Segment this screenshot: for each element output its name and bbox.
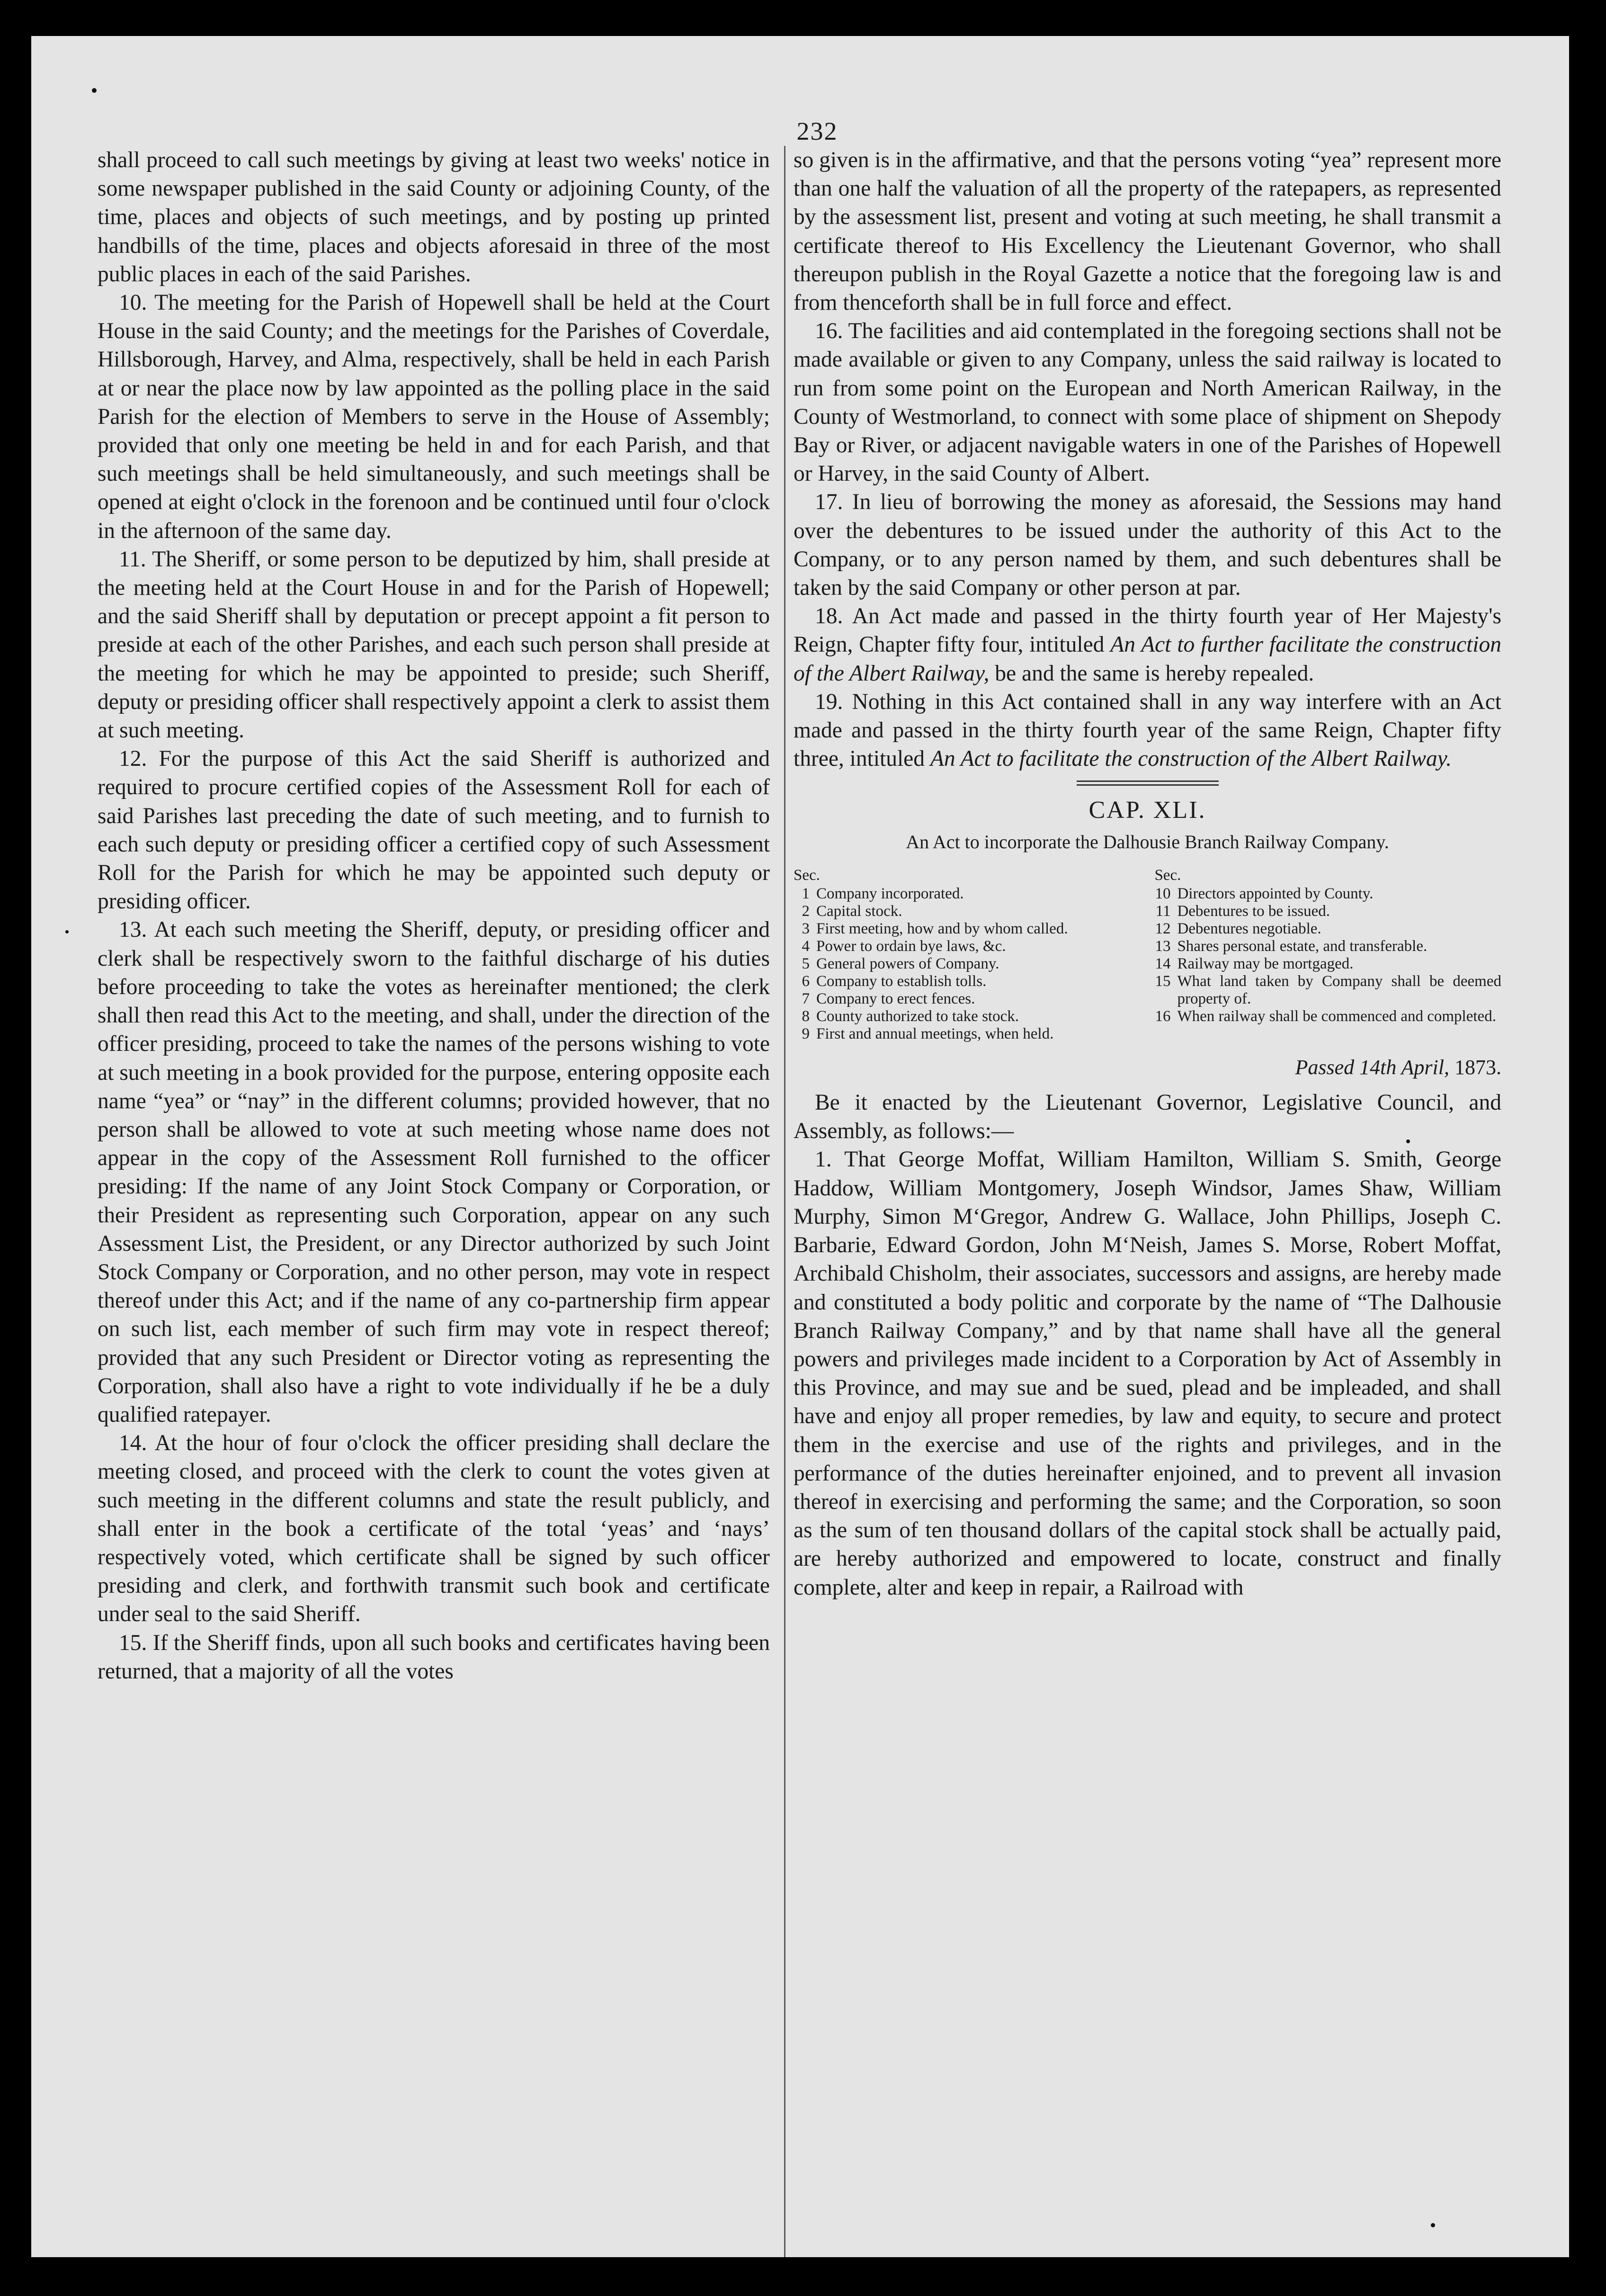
- section-15: 15. If the Sheriff finds, upon all such books and certificates having been returned, that a majority of all the votes: [98, 1630, 770, 1684]
- section-14: 14. At the hour of four o'clock the officer presiding shall declare the meeting closed, and proceed with the clerk to count the votes given at such meeting in the different columns and state the result publicly, and shall enter in the book a certificate of the total ‘yeas’ and ‘nays’ respectively voted, which certificate shall be signed by such officer presiding and clerk, and forthwith transmit such book and certificate under seal to the said Sheriff.: [98, 1431, 770, 1627]
- section-index-title: General powers of Company.: [816, 955, 999, 972]
- section-index-item: [794, 938, 1141, 955]
- section-17: 17. In lieu of borrowing the money as aforesaid, the Sessions may hand over the debentures to be issued under the authority of this Act to the Company, or to any person named by them, and such debentures shall be taken by the said Company or other person at par.: [794, 490, 1501, 601]
- double-rule-divider: [1077, 780, 1219, 786]
- section-index-heading: Sec.: [794, 866, 820, 884]
- section-index-item: [794, 920, 1141, 938]
- scan-speck: [92, 88, 97, 93]
- section-index-number: 4: [802, 937, 810, 955]
- section-index-number: 15: [1155, 972, 1171, 990]
- section-index-title: Debentures negotiable.: [1177, 920, 1321, 937]
- section-index-item: [1154, 938, 1501, 955]
- section-index-title: Capital stock.: [816, 902, 902, 920]
- section-index-item: [794, 973, 1141, 990]
- section-19: [794, 688, 1501, 773]
- left-column: [98, 146, 770, 1686]
- section-index-title: First meeting, how and by whom called.: [816, 920, 1068, 937]
- section-index-item: [794, 903, 1141, 920]
- section-index-number: 16: [1155, 1007, 1171, 1025]
- section-index-item: [794, 990, 1141, 1008]
- section-19-text: 19. Nothing in this Act contained shall in any way interfere with an Act made and passed in the thirty fourth year of the same Reign, Chapter fifty three, intituled: [794, 689, 1501, 771]
- section-index-title: First and annual meetings, when held.: [816, 1025, 1054, 1042]
- passed-label: Passed 14th April,: [1295, 1055, 1449, 1079]
- passed-year: 1873.: [1454, 1055, 1501, 1079]
- section-18-act-title: An Act to further facilitate the construction of the Albert Railway,: [794, 632, 1502, 686]
- section-index-item: [794, 955, 1141, 973]
- section-18: [794, 602, 1501, 688]
- section-10: 10. The meeting for the Parish of Hopewell shall be held at the Court House in the said County; and the meetings for the Parishes of Coverdale, Hillsborough, Harvey, and Alma, respectively, shall be held in each Parish at or near the place now by law appointed as the polling place in the said Parish for the election of Members to serve in the House of Assembly; provided that only one meeting be held in and for each Parish, and that such meetings shall be held simultaneously, and such meetings shall be opened at eight o'clock in the forenoon and be continued until four o'clock in the afternoon of the same day.: [98, 290, 770, 543]
- section-index-title: Debentures to be issued.: [1177, 902, 1330, 920]
- section-index: [794, 867, 1501, 1043]
- section-index-title: Company incorporated.: [816, 885, 964, 902]
- section-index-number: 2: [802, 902, 810, 920]
- section-index-right: [1154, 867, 1501, 1043]
- enacting-clause: Be it enacted by the Lieutenant Governor, Legislative Council, and Assembly, as follows:—: [794, 1090, 1501, 1144]
- section-index-number: 9: [802, 1025, 810, 1042]
- passed-date: [794, 1053, 1501, 1082]
- section-index-title: When railway shall be commenced and completed.: [1177, 1007, 1496, 1025]
- section-index-number: 6: [802, 972, 810, 990]
- section-index-title: Shares personal estate, and transferable.: [1177, 937, 1428, 955]
- section-19-act-title: An Act to facilitate the construction of the Albert Railway.: [930, 746, 1452, 771]
- section-15-continuation: so given is in the affirmative, and that the persons voting “yea” represent more than one half the valuation of all the property of the ratepapers, as represented by the assessment list, present and voting at such meeting, he shall transmit a certificate thereof to His Excellency the Lieutenant Governor, who shall thereupon publish in the Royal Gazette a notice that the foregoing law is and from thenceforth shall be in full force and effect.: [794, 148, 1501, 315]
- section-index-title: County authorized to take stock.: [816, 1007, 1019, 1025]
- document-page: [31, 36, 1569, 2257]
- right-column: [794, 146, 1501, 1602]
- section-index-title: Directors appointed by County.: [1177, 885, 1374, 902]
- scan-speck: [1406, 1139, 1410, 1143]
- section-index-heading: Sec.: [1154, 866, 1181, 884]
- section-index-number: 14: [1155, 955, 1171, 972]
- section-index-number: 13: [1155, 937, 1171, 955]
- page-number: 232: [796, 117, 838, 145]
- section-index-number: 11: [1155, 902, 1171, 920]
- section-index-title: Company to establish tolls.: [816, 972, 987, 990]
- section-index-item: [794, 1008, 1141, 1025]
- section-index-number: 1: [802, 885, 810, 902]
- chapter-subtitle: An Act to incorporate the Dalhousie Branch Railway Company.: [906, 831, 1389, 852]
- section-13: 13. At each such meeting the Sheriff, deputy, or presiding officer and clerk shall be respectively sworn to the faithful discharge of his duties before proceeding to take the votes as hereinafter mentioned; the clerk shall then read this Act to the meeting, and shall, under the direction of the officer presiding, proceed to take the names of the persons wishing to vote at such meeting in a book provided for the purpose, entering opposite each name “yea” or “nay” in the different columns; provided however, that no person shall be allowed to vote at such meeting whose name does not appear in the copy of the Assessment Roll furnished to the officer presiding: If the name of any Joint Stock Company or Corporation, or their President as representing such Corporation, appear on any such Assessment List, the President, or any Director authorized by such Joint Stock Company or Corporation, and no other person, may vote in respect thereof under this Act; and if the name of any co-partnership firm appear on such list, each member of such firm may vote in respect thereof; provided that any such President or Director voting as representing the Corporation, shall also have a right to vote individually if he be a duly qualified ratepayer.: [98, 917, 770, 1427]
- section-18-tail: be and the same is hereby repealed.: [989, 661, 1314, 686]
- section-1: 1. That George Moffat, William Hamilton, William S. Smith, George Haddow, William Montgomery, Joseph Windsor, James Shaw, William Murphy, Simon M‘Gregor, Andrew G. Wallace, John Phillips, Joseph C. Barbarie, Edward Gordon, John M‘Neish, James S. Morse, Robert Moffat, Archibald Chisholm, their associates, successors and assigns, are hereby made and constituted a body politic and corporate by the name of “The Dalhousie Branch Railway Company,” and by that name shall have all the general powers and privileges made incident to a Corporation by Act of Assembly in this Province, and may sue and be sued, plead and be impleaded, and shall have and enjoy all proper remedies, by law and equity, to secure and protect them in the exercise and use of the rights and privileges, and in the performance of the duties hereinafter enjoined, and to prevent all invasion thereof in exercising and performing the same; and the Corporation, so soon as the sum of ten thousand dollars of the capital stock shall be actually paid, are hereby authorized and empowered to locate, construct and finally complete, alter and keep in repair, a Railroad with: [794, 1147, 1501, 1600]
- section-index-item: [794, 885, 1141, 903]
- scan-speck: [65, 930, 69, 933]
- section-index-list-right: [1154, 885, 1501, 1025]
- section-16: 16. The facilities and aid contemplated in the foregoing sections shall not be made available or given to any Company, unless the said railway is located to run from some point on the European and North American Railway, in the County of Westmorland, to connect with some place of shipment on Shepody Bay or River, or adjacent navigable waters in one of the Parishes of Hopewell or Harvey, in the said County of Albert.: [794, 319, 1501, 486]
- section-index-item: [1154, 973, 1501, 1008]
- section-index-number: 10: [1155, 885, 1171, 902]
- section-index-list-left: [794, 885, 1141, 1043]
- section-index-title: What land taken by Company shall be deemed property of.: [1177, 972, 1501, 1007]
- section-index-number: 3: [802, 920, 810, 937]
- section-18-text: 18. An Act made and passed in the thirty fourth year of Her Majesty's Reign, Chapter fifty four, intituled: [794, 604, 1501, 657]
- section-index-item: [794, 1025, 1141, 1043]
- section-index-title: Company to erect fences.: [816, 990, 975, 1007]
- chapter-title: CAP. XLI.: [1089, 797, 1206, 824]
- section-index-number: 7: [802, 990, 810, 1007]
- section-index-number: 12: [1155, 920, 1171, 937]
- paragraph-continuation: shall proceed to call such meetings by giving at least two weeks' notice in some newspaper published in the said County or adjoining County, of the time, places and objects of such meetings, and by posting up printed handbills of the time, places and objects aforesaid in three of the most public places in each of the said Parishes.: [98, 148, 770, 287]
- section-index-item: [1154, 920, 1501, 938]
- section-index-number: 5: [802, 955, 810, 972]
- section-index-item: [1154, 903, 1501, 920]
- section-index-item: [1154, 955, 1501, 973]
- section-index-item: [1154, 885, 1501, 903]
- section-index-item: [1154, 1008, 1501, 1025]
- section-11: 11. The Sheriff, or some person to be deputized by him, shall preside at the meeting held at the Court House in and for the Parish of Hopewell; and the said Sheriff shall by deputation or precept appoint a fit person to preside at each of the other Parishes, and each such person shall preside at the meeting for which he may be appointed to preside; such Sheriff, deputy or presiding officer shall respectively appoint a clerk to assist them at such meeting.: [98, 547, 770, 743]
- scan-speck: [1431, 2223, 1435, 2227]
- column-divider: [784, 146, 785, 2257]
- section-index-left: [794, 867, 1141, 1043]
- section-12: 12. For the purpose of this Act the said Sheriff is authorized and required to procure certified copies of the Assessment Roll for each of said Parishes last preceding the date of such meeting, and to furnish to each such deputy or presiding officer a certified copy of such Assessment Roll for the Parish for which he may be appointed such deputy or presiding officer.: [98, 746, 770, 914]
- section-index-title: Power to ordain bye laws, &c.: [816, 937, 1006, 955]
- section-index-number: 8: [802, 1007, 810, 1025]
- section-index-title: Railway may be mortgaged.: [1177, 955, 1354, 972]
